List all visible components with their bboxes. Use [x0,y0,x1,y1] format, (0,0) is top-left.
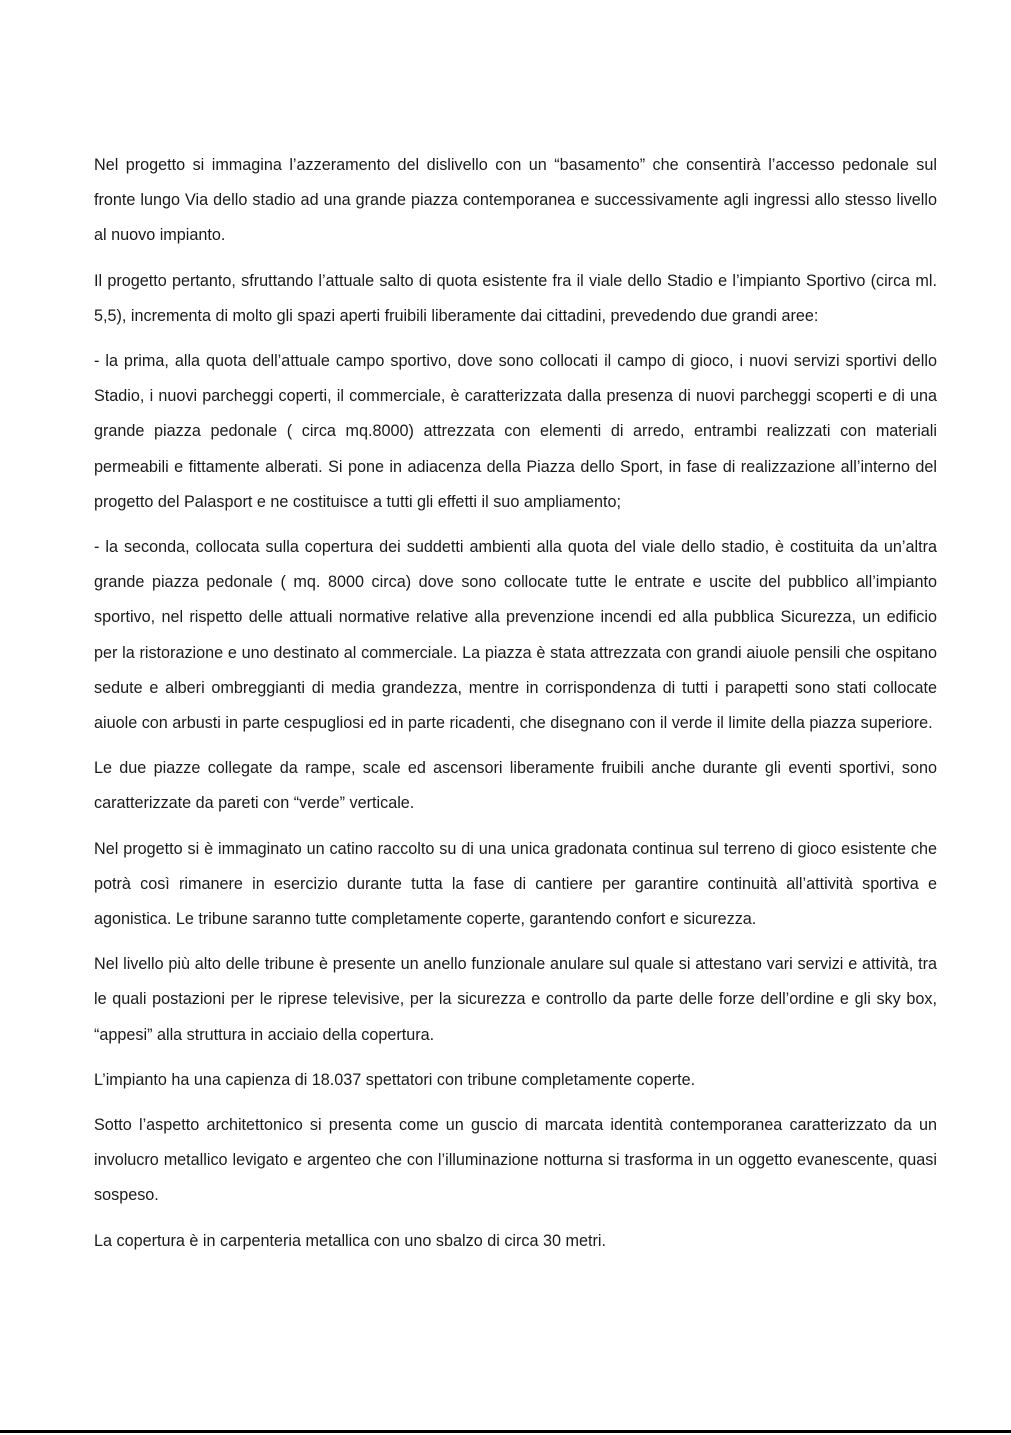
paragraph-catino: Nel progetto si è immaginato un catino raccolto su di una unica gradonata continua sul terreno di gioco esistente che potrà così rimanere in esercizio durante tutta la fase di cantiere per garantire continuità all’attività sportiva e agonistica. Le tribune saranno tutte completamente coperte, garantendo confort e sicurezza. [94,839,937,929]
paragraph-copertura: La copertura è in carpenteria metallica con uno sbalzo di circa 30 metri. [94,1231,606,1250]
paragraph-due-grandi-aree: Il progetto pertanto, sfruttando l’attuale salto di quota esistente fra il viale dello Stadio e l’impianto Sportivo (circa ml. 5,5), incrementa di molto gli spazi aperti fruibili liberamente dai cittadini, prevedendo due grandi aree: [94,271,937,325]
paragraph-anello-funzionale: Nel livello più alto delle tribune è presente un anello funzionale anulare sul quale si attestano vari servizi e attività, tra le quali postazioni per le riprese televisive, per la sicurezza e controllo da parte delle forze dell’ordine e gli sky box, “appesi” alla struttura in acciaio della copertura. [94,955,937,1044]
page-bottom-border [0,1430,1011,1433]
paragraph-aspetto-architettonico: Sotto l’aspetto architettonico si presenta come un guscio di marcata identità contemporanea caratterizzato da un involucro metallico levigato e argenteo che con l’illuminazione notturna si trasforma in un oggetto evanescente, quasi sospeso. [94,1116,937,1205]
paragraph-seconda-area: - la seconda, collocata sulla copertura dei suddetti ambienti alla quota del viale dello stadio, è costituita da un’altra grande piazza pedonale ( mq. 8000 circa) dove sono collocate tutte le entrate e uscite del pubblico all’impianto sportivo, nel rispetto delle attuali normative relative alla prevenzione incendi ed alla pubblica Sicurezza, un edificio per la ristorazione e uno destinato al commerciale. La piazza è stata attrezzata con grandi aiuole pensili che ospitano sedute e alberi ombreggianti di media grandezza, mentre in corrispondenza di tutti i parapetti sono stati collocate aiuole con arbusti in parte cespugliosi ed in parte ricadenti, che disegnano con il verde il limite della piazza superiore. [94,538,937,733]
paragraph-prima-area: - la prima, alla quota dell’attuale campo sportivo, dove sono collocati il campo di gioco, i nuovi servizi sportivi dello Stadio, i nuovi parcheggi coperti, il commerciale, è caratterizzata dalla presenza di nuovi parcheggi scoperti e di una grande piazza pedonale ( circa mq.8000) attrezzata con elementi di arredo, entrambi realizzati con materiali permeabili e fittamente alberati. Si pone in adiacenza della Piazza dello Sport, in fase di realizzazione all’interno del progetto del Palasport e ne costituisce a tutti gli effetti il suo ampliamento; [94,352,937,511]
paragraph-due-piazze: Le due piazze collegate da rampe, scale ed ascensori liberamente fruibili anche durante gli eventi sportivi, sono caratterizzate da pareti con “verde” verticale. [94,759,937,813]
paragraph-capienza: L’impianto ha una capienza di 18.037 spettatori con tribune completamente coperte. [94,1070,696,1089]
paragraph-basamento: Nel progetto si immagina l’azzeramento del dislivello con un “basamento” che consentirà l’accesso pedonale sul fronte lungo Via dello stadio ad una grande piazza contemporanea e successivamente agli ingressi allo stesso livello al nuovo impianto. [94,156,937,245]
document-body [94,148,937,1269]
